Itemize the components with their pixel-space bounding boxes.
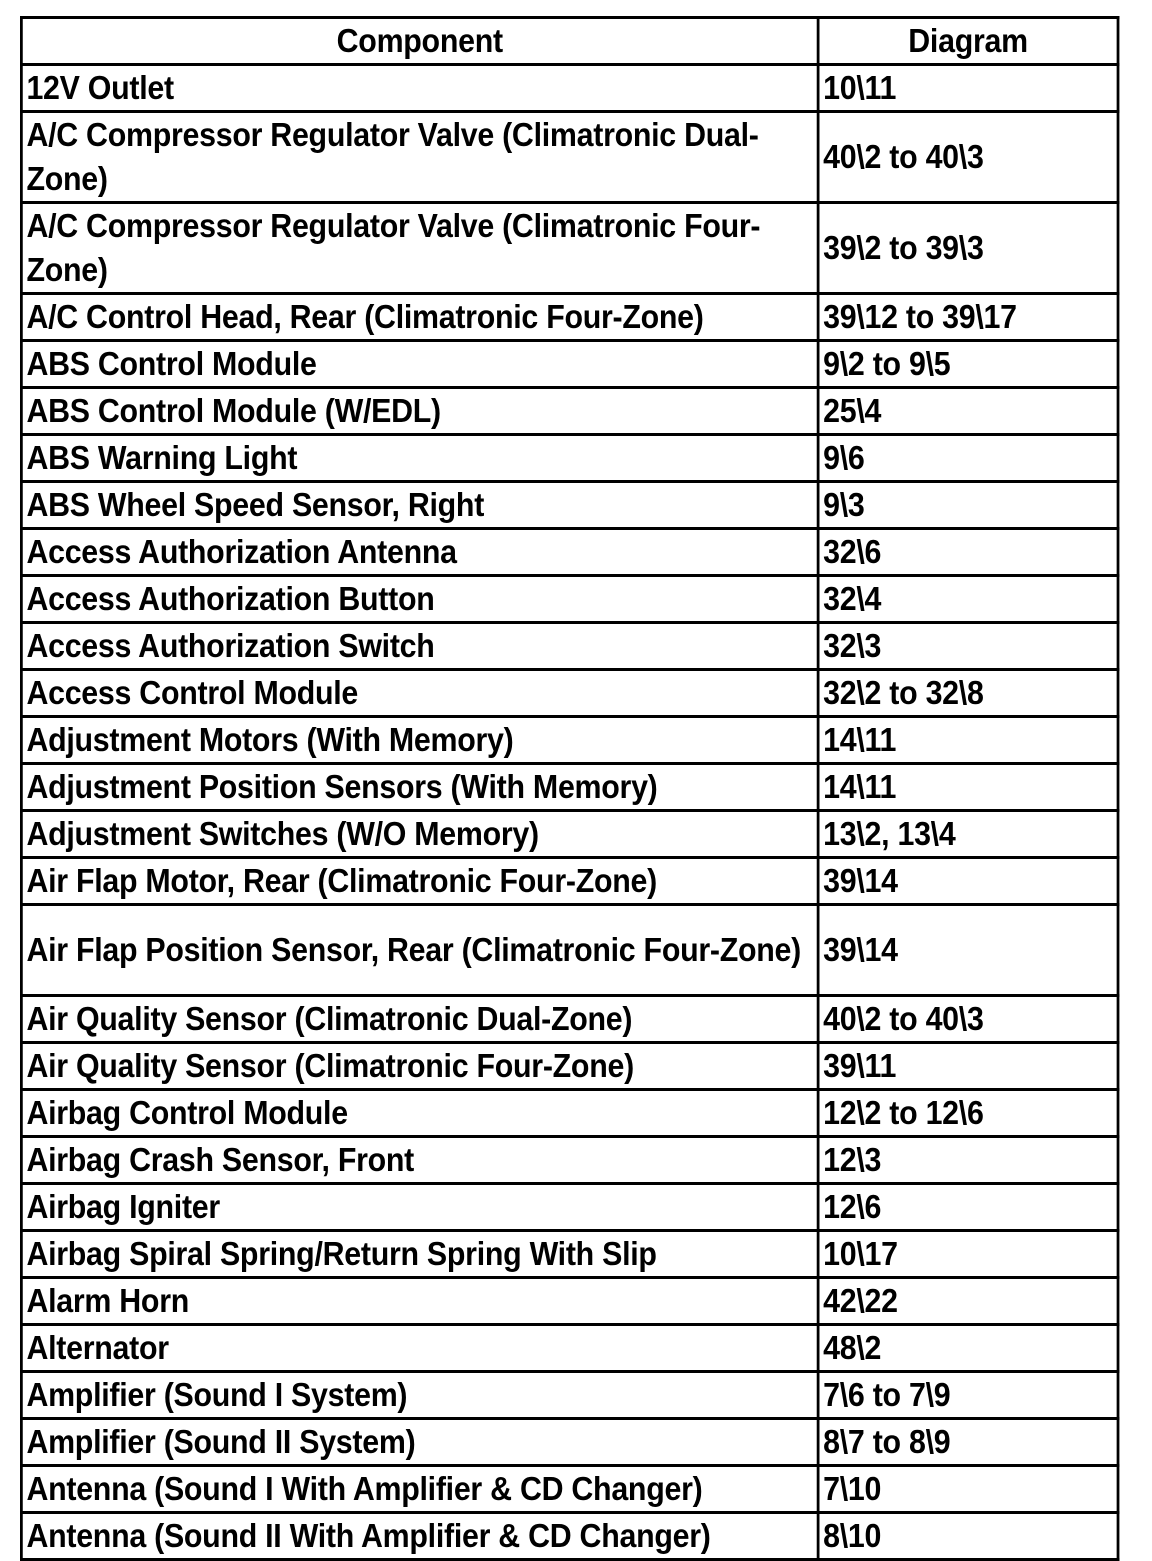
diagram-cell: 12\2 to 12\6 (818, 1090, 1118, 1137)
component-cell: Antenna (Sound II With Amplifier & CD Changer) (21, 1513, 818, 1560)
component-cell: Air Flap Position Sensor, Rear (Climatronic Four-Zone) (21, 905, 818, 996)
diagram-cell: 40\2 to 40\3 (818, 996, 1118, 1043)
diagram-cell: 14\11 (818, 764, 1118, 811)
table-row (21, 764, 1118, 811)
component-cell: Alternator (21, 1325, 818, 1372)
table-row (21, 1372, 1118, 1419)
table-row (21, 1184, 1118, 1231)
component-cell: Air Quality Sensor (Climatronic Four-Zone) (21, 1043, 818, 1090)
table-row (21, 996, 1118, 1043)
diagram-cell: 39\2 to 39\3 (818, 203, 1118, 294)
component-cell: A/C Control Head, Rear (Climatronic Four-Zone) (21, 294, 818, 341)
table-row (21, 1231, 1118, 1278)
component-diagram-table (20, 16, 1119, 1561)
component-cell: Airbag Igniter (21, 1184, 818, 1231)
diagram-cell: 40\2 to 40\3 (818, 112, 1118, 203)
diagram-cell: 9\3 (818, 482, 1118, 529)
diagram-cell: 7\10 (818, 1466, 1118, 1513)
table-row (21, 435, 1118, 482)
table-row (21, 1090, 1118, 1137)
component-cell: Air Quality Sensor (Climatronic Dual-Zone) (21, 996, 818, 1043)
diagram-cell: 9\2 to 9\5 (818, 341, 1118, 388)
diagram-cell: 12\3 (818, 1137, 1118, 1184)
diagram-cell: 39\11 (818, 1043, 1118, 1090)
diagram-cell: 12\6 (818, 1184, 1118, 1231)
component-cell: ABS Wheel Speed Sensor, Right (21, 482, 818, 529)
diagram-cell: 8\7 to 8\9 (818, 1419, 1118, 1466)
component-cell: Airbag Crash Sensor, Front (21, 1137, 818, 1184)
diagram-cell: 48\2 (818, 1325, 1118, 1372)
component-cell: Alarm Horn (21, 1278, 818, 1325)
table-row (21, 811, 1118, 858)
component-diagram-table-wrapper (20, 16, 1117, 1561)
table-row (21, 576, 1118, 623)
column-header-component: Component (21, 18, 818, 65)
table-row (21, 858, 1118, 905)
table-row (21, 1419, 1118, 1466)
component-cell: Amplifier (Sound I System) (21, 1372, 818, 1419)
table-row (21, 623, 1118, 670)
table-row (21, 1043, 1118, 1090)
table-row (21, 65, 1118, 112)
diagram-cell: 10\17 (818, 1231, 1118, 1278)
diagram-cell: 42\22 (818, 1278, 1118, 1325)
diagram-cell: 39\14 (818, 858, 1118, 905)
component-cell: Adjustment Switches (W/O Memory) (21, 811, 818, 858)
table-row (21, 294, 1118, 341)
component-cell: Air Flap Motor, Rear (Climatronic Four-Zone) (21, 858, 818, 905)
diagram-cell: 8\10 (818, 1513, 1118, 1560)
diagram-cell: 7\6 to 7\9 (818, 1372, 1118, 1419)
component-cell: A/C Compressor Regulator Valve (Climatronic Dual-Zone) (21, 112, 818, 203)
diagram-cell: 39\14 (818, 905, 1118, 996)
table-row (21, 203, 1118, 294)
diagram-cell: 32\2 to 32\8 (818, 670, 1118, 717)
diagram-cell: 13\2, 13\4 (818, 811, 1118, 858)
table-row (21, 1325, 1118, 1372)
component-cell: Airbag Spiral Spring/Return Spring With Slip (21, 1231, 818, 1278)
component-cell: Access Control Module (21, 670, 818, 717)
table-header-row (21, 18, 1118, 65)
diagram-cell: 14\11 (818, 717, 1118, 764)
component-cell: A/C Compressor Regulator Valve (Climatronic Four-Zone) (21, 203, 818, 294)
table-row (21, 388, 1118, 435)
table-row (21, 717, 1118, 764)
table-row (21, 482, 1118, 529)
diagram-cell: 32\3 (818, 623, 1118, 670)
diagram-cell: 32\4 (818, 576, 1118, 623)
column-header-diagram: Diagram (818, 18, 1118, 65)
component-cell: Amplifier (Sound II System) (21, 1419, 818, 1466)
component-cell: Antenna (Sound I With Amplifier & CD Changer) (21, 1466, 818, 1513)
table-row (21, 1466, 1118, 1513)
diagram-cell: 39\12 to 39\17 (818, 294, 1118, 341)
component-cell: ABS Control Module (W/EDL) (21, 388, 818, 435)
diagram-cell: 32\6 (818, 529, 1118, 576)
component-cell: ABS Control Module (21, 341, 818, 388)
component-cell: Adjustment Position Sensors (With Memory) (21, 764, 818, 811)
component-cell: Access Authorization Antenna (21, 529, 818, 576)
component-cell: ABS Warning Light (21, 435, 818, 482)
table-row (21, 1137, 1118, 1184)
table-row (21, 341, 1118, 388)
table-row (21, 1278, 1118, 1325)
table-row (21, 112, 1118, 203)
component-cell: 12V Outlet (21, 65, 818, 112)
component-cell: Access Authorization Button (21, 576, 818, 623)
diagram-cell: 25\4 (818, 388, 1118, 435)
table-row (21, 905, 1118, 996)
diagram-cell: 10\11 (818, 65, 1118, 112)
table-row (21, 529, 1118, 576)
component-cell: Adjustment Motors (With Memory) (21, 717, 818, 764)
table-row (21, 670, 1118, 717)
component-cell: Airbag Control Module (21, 1090, 818, 1137)
component-cell: Access Authorization Switch (21, 623, 818, 670)
diagram-cell: 9\6 (818, 435, 1118, 482)
table-row (21, 1513, 1118, 1560)
